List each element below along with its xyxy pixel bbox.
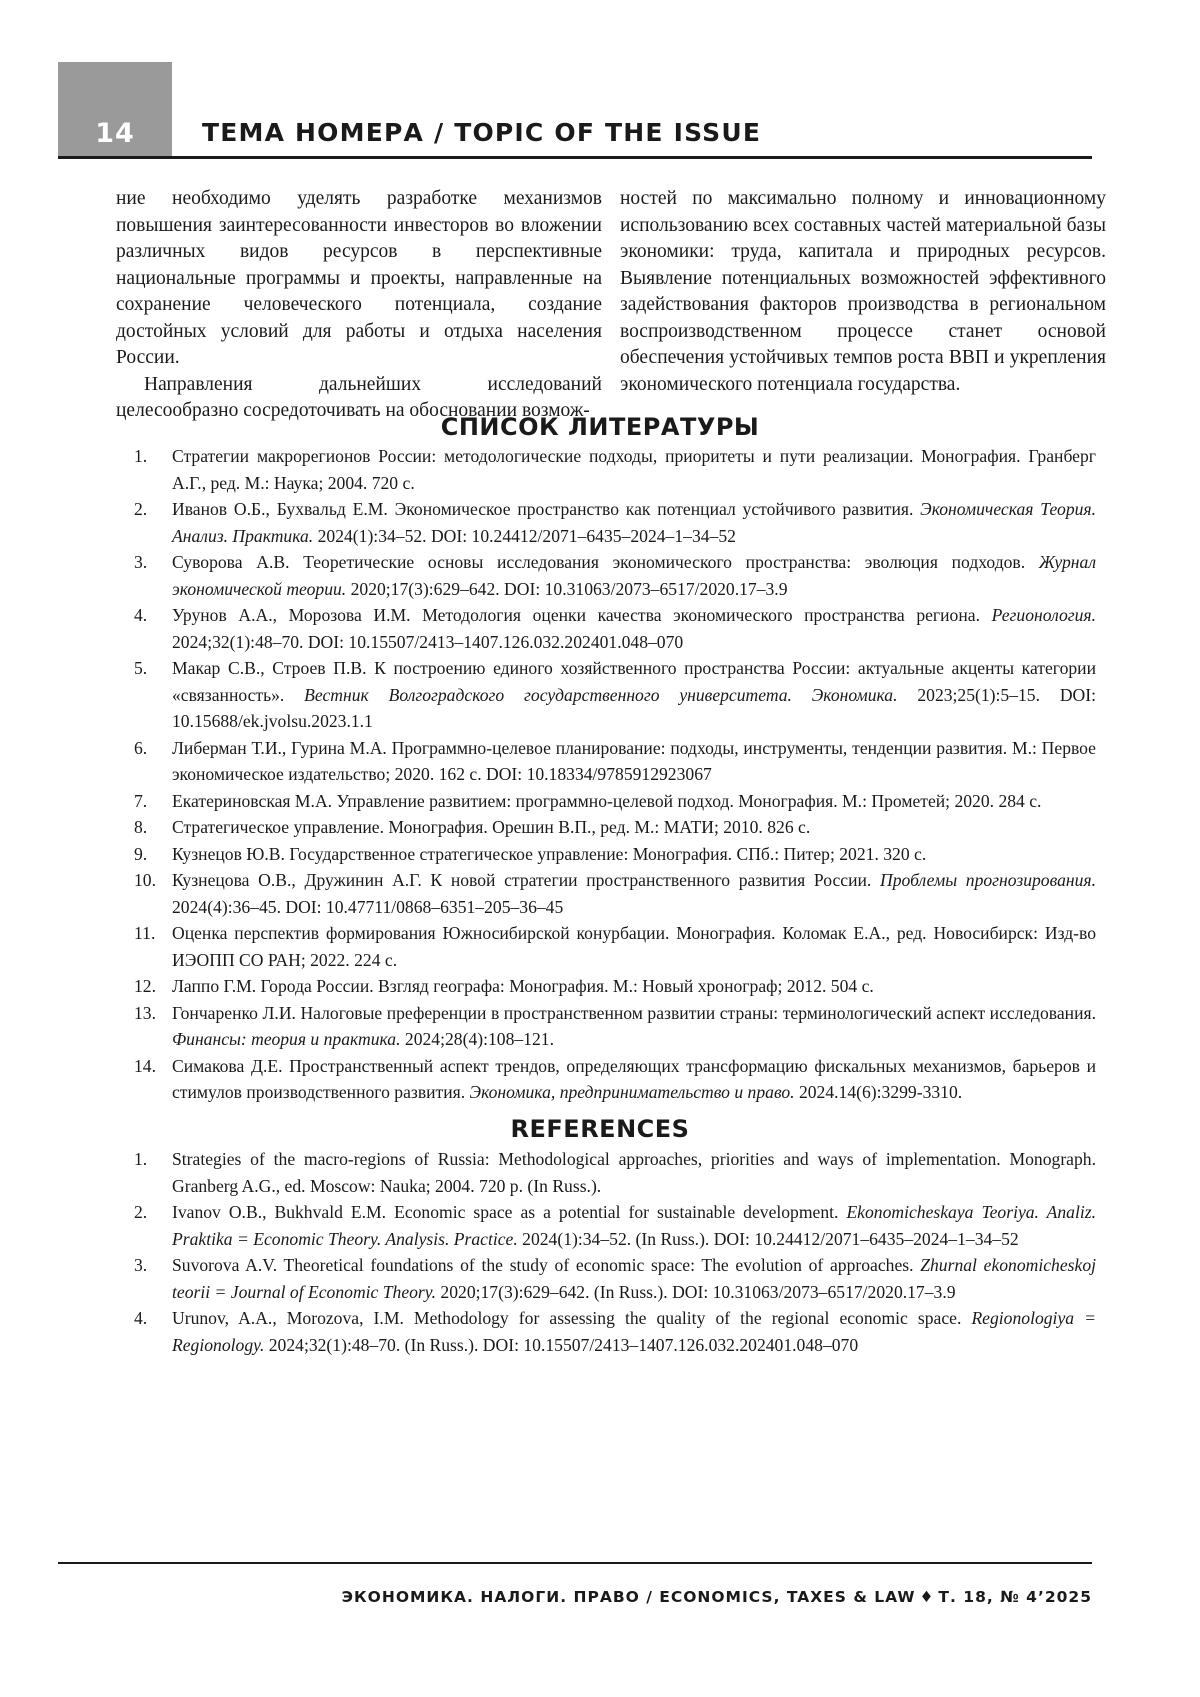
reference-text: Иванов О.Б., Бухвальд Е.М. Экономическое пространство как потенциал устойчивого развития. — [172, 499, 921, 519]
body-right-column — [620, 186, 1106, 398]
reference-item — [116, 1000, 1096, 1053]
reference-text: Екатериновская М.А. Управление развитием: программно-целевой подход. Монография. М.: Прометей; 2020. 284 с. — [172, 790, 1042, 811]
reference-item — [116, 443, 1096, 496]
reference-text: Лаппо Г.М. Города России. Взгляд географа: Монография. М.: Новый хронограф; 2012. 504 с. — [172, 976, 874, 996]
reference-text: Strategies of the macro-regions of Russia: Methodological approaches, priorities and ways of implementation. Monograph. Granberg A.G., ed. Moscow: Nauka; 2004. 720 p. (In Russ.). — [172, 1149, 1096, 1196]
reference-source: Regionologiya = Regionology. — [172, 1308, 1096, 1355]
reference-item — [116, 1252, 1096, 1305]
reference-number: 11. — [134, 923, 156, 943]
reference-text: Стратегии макрорегионов России: методологические подходы, приоритеты и пути реализации. Монография. Гранберг А.Г., ред. М.: Наука; 2004. 720 с. — [172, 446, 1096, 493]
reference-text: Оценка перспектив формирования Южносибирской конурбации. Монография. Коломак Е.А., ред. Новосибирск: Изд-во ИЭОПП СО РАН; 2022. 224 с. — [172, 923, 1096, 970]
reference-number: 6. — [134, 737, 148, 758]
reference-text: Suvorova A.V. Theoretical foundations of the study of economic space: The evolution of approaches. — [172, 1255, 921, 1275]
reference-text: Суворова А.В. Теоретические основы исследования экономического пространства: эволюция подходов. — [172, 552, 1039, 572]
reference-item — [116, 549, 1096, 602]
footer-rule — [58, 1562, 1092, 1564]
reference-number: 13. — [134, 1002, 156, 1023]
journal-footer — [342, 1588, 1092, 1606]
references-heading: REFERENCES — [510, 1115, 690, 1143]
reference-text: Макар С.В., Строев П.В. К построению единого хозяйственного пространства России: актуальные акценты категории «связанность». — [172, 658, 1096, 705]
reference-text: Ivanov O.B., Bukhvald E.M. Economic space as a potential for sustainable development. — [172, 1202, 847, 1222]
literature-list — [116, 443, 1096, 1106]
reference-item — [116, 814, 1096, 841]
reference-item — [116, 735, 1096, 788]
references-list — [116, 1146, 1096, 1358]
issue-number: Т. 18, № 4’2025 — [938, 1588, 1092, 1606]
reference-item — [116, 1305, 1096, 1358]
reference-text: Кузнецова О.В., Дружинин А.Г. К новой стратегии пространственного развития России. — [172, 870, 881, 890]
reference-item — [116, 496, 1096, 549]
literature-heading: СПИСОК ЛИТЕРАТУРЫ — [440, 413, 760, 441]
reference-text: 2024;32(1):48–70. DOI: 10.15507/2413–1407.126.032.202401.048–070 — [172, 631, 684, 652]
reference-item — [116, 867, 1096, 920]
reference-source: Проблемы прогнозирования. — [880, 870, 1097, 890]
reference-number: 3. — [134, 1255, 148, 1275]
reference-source: Zhurnal ekonomicheskoj teorii = Journal of Economic Theory. — [172, 1255, 1096, 1302]
reference-source: Журнал экономической теории. — [172, 552, 1096, 599]
reference-item — [116, 655, 1096, 735]
reference-text: 2024;32(1):48–70. (In Russ.). DOI: 10.15507/2413–1407.126.032.202401.048–070 — [264, 1334, 859, 1355]
reference-item — [116, 920, 1096, 973]
reference-text: 2024(1):34–52. DOI: 10.24412/2071–6435–2024–1–34–52 — [313, 525, 736, 546]
reference-number: 5. — [134, 658, 148, 678]
header-rule — [58, 156, 1092, 159]
reference-source: Экономическая Теория. Анализ. Практика. — [172, 499, 1096, 546]
reference-text: Гончаренко Л.И. Налоговые преференции в пространственном развитии страны: терминологический аспект исследования. — [172, 1002, 1096, 1023]
reference-number: 12. — [134, 976, 156, 996]
reference-item — [116, 1146, 1096, 1199]
reference-number: 2. — [134, 499, 148, 519]
reference-text: Симакова Д.Е. Пространственный аспект трендов, определяющих трансформацию фискальных механизмов, барьеров и стимулов производственного развития. — [172, 1055, 1096, 1102]
reference-text: Urunov, A.A., Morozova, I.M. Methodology for assessing the quality of the regional economic space. — [172, 1308, 972, 1328]
reference-number: 2. — [134, 1202, 148, 1222]
journal-title: ЭКОНОМИКА. НАЛОГИ. ПРАВО / ECONOMICS, TAXES & LAW — [341, 1588, 916, 1606]
reference-number: 3. — [134, 552, 148, 572]
reference-item — [116, 1053, 1096, 1106]
reference-text: 2024(1):34–52. (In Russ.). DOI: 10.24412/2071–6435–2024–1–34–52 — [517, 1228, 1019, 1249]
reference-item — [116, 841, 1096, 868]
reference-number: 8. — [134, 817, 148, 837]
reference-item — [116, 973, 1096, 1000]
reference-text: Урунов А.А., Морозова И.М. Методология оценки качества экономического пространства региона. — [172, 605, 992, 625]
reference-number: 10. — [134, 870, 156, 890]
reference-text: Стратегическое управление. Монография. Орешин В.П., ред. М.: МАТИ; 2010. 826 с. — [172, 817, 811, 837]
reference-source: Финансы: теория и практика. — [172, 1029, 401, 1049]
reference-number: 14. — [134, 1055, 156, 1076]
reference-text: Либерман Т.И., Гурина М.А. Программно-целевое планирование: подходы, инструменты, тенденции развития. М.: Первое экономическое издательство; 2020. 162 с. DOI: 10.18334/9785912923067 — [172, 737, 1096, 784]
reference-source: Ekonomicheskaya Teoriya. Analiz. Praktika = Economic Theory. Analysis. Practice. — [172, 1202, 1097, 1249]
reference-number: 7. — [134, 790, 148, 811]
reference-text: 2024;28(4):108–121. — [400, 1029, 554, 1049]
reference-item — [116, 788, 1096, 815]
reference-number: 4. — [134, 1308, 148, 1328]
section-title: ТЕМА НОМЕРА / TOPIC OF THE ISSUE — [202, 118, 762, 147]
reference-text: 2020;17(3):629–642. DOI: 10.31063/2073–6517/2020.17–3.9 — [346, 578, 788, 599]
body-paragraph: ние необходимо уделять разработке механизмов повышения заинтересованности инвесторов во вложении различных видов ресурсов в перспективные национальные программы и проекты, направленные на сохранение человеческого потенциала, создание достойных условий для работы и отдыха населения России. — [116, 188, 602, 368]
reference-number: 4. — [134, 605, 148, 625]
reference-text: 2023;25(1):5–15. DOI: 10.15688/ek.jvolsu.2023.1.1 — [172, 684, 1096, 731]
reference-number: 9. — [134, 843, 148, 864]
body-paragraph: Направления дальнейших исследований целесообразно сосредоточивать на обосновании возмож- — [116, 373, 602, 421]
reference-source: Вестник Волгоградского государственного университета. Экономика. — [304, 684, 898, 705]
page-number: 14 — [95, 118, 135, 149]
reference-text: Кузнецов Ю.В. Государственное стратегическое управление: Монография. СПб.: Питер; 2021. 320 с. — [172, 843, 927, 864]
reference-text: 2020;17(3):629–642. (In Russ.). DOI: 10.31063/2073–6517/2020.17–3.9 — [436, 1281, 956, 1302]
diamond-icon: ♦ — [919, 1588, 935, 1606]
reference-text: 2024.14(6):3299-3310. — [794, 1082, 963, 1102]
reference-source: Экономика, предпринимательство и право. — [469, 1082, 795, 1102]
body-paragraph: ностей по максимально полному и инновационному использованию всех составных частей материальной базы экономики: труда, капитала и природных ресурсов. Выявление потенциальных возможностей эффективного задействования факторов производства в региональном воспроизводственном процессе станет основой обеспечения устойчивых темпов роста ВВП и укрепления экономического потенциала государства. — [620, 188, 1106, 395]
reference-number: 1. — [134, 1149, 148, 1169]
reference-item — [116, 1199, 1096, 1252]
reference-source: Регионология. — [991, 605, 1096, 625]
reference-text: 2024(4):36–45. DOI: 10.47711/0868–6351–205–36–45 — [172, 896, 564, 917]
reference-item — [116, 602, 1096, 655]
body-left-column — [116, 186, 602, 425]
reference-number: 1. — [134, 446, 148, 466]
